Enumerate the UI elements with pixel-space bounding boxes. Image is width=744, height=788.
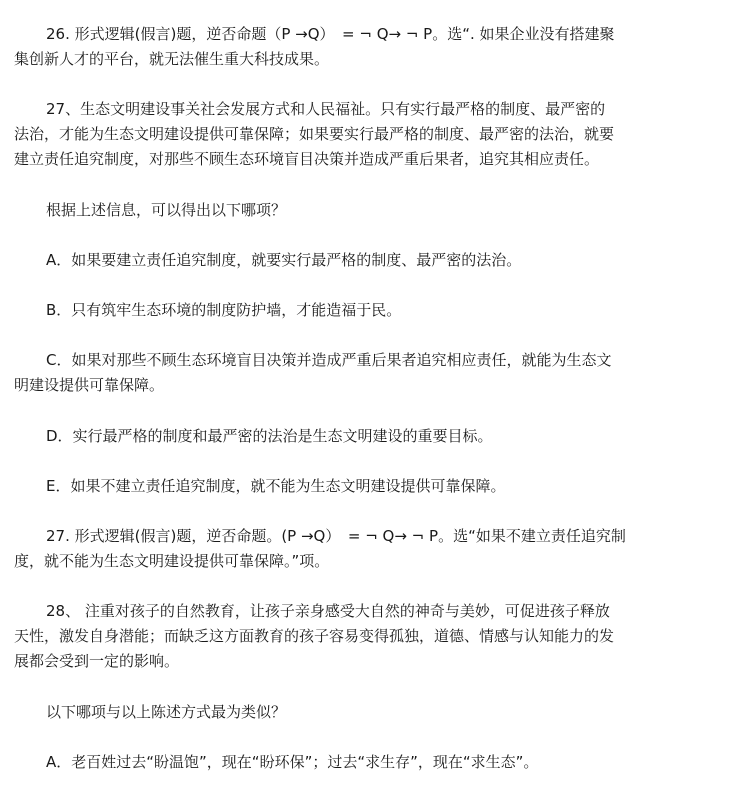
option-27-e: E．如果不建立责任追究制度，就不能为生态文明建设提供可靠保障。	[46, 477, 506, 495]
text-line: 集创新人才的平台，就无法催生重大科技成果。	[14, 50, 330, 68]
answer-26-paragraph	[14, 22, 686, 72]
option-27-b: B．只有筑牢生态环境的制度防护墙，才能造福于民。	[46, 301, 402, 319]
question-27-stem	[14, 97, 686, 172]
text-line: 建立责任追究制度，对那些不顾生态环境盲目决策并造成严重后果者，追究其相应责任。	[14, 150, 600, 168]
text-line: 明建设提供可靠保障。	[14, 376, 165, 394]
question-28-prompt: 以下哪项与以上陈述方式最为类似？	[46, 703, 287, 721]
text-line: 天性，激发自身潜能；而缺乏这方面教育的孩子容易变得孤独，道德、情感与认知能力的发	[14, 627, 615, 645]
text-line: C．如果对那些不顾生态环境盲目决策并造成严重后果者追究相应责任，就能为生态文	[46, 351, 612, 369]
text-line: 度，就不能为生态文明建设提供可靠保障。”项。	[14, 552, 330, 570]
question-28-stem	[14, 599, 686, 674]
option-27-a: A．如果要建立责任追究制度，就要实行最严格的制度、最严密的法治。	[46, 251, 522, 269]
text-line: 26. 形式逻辑(假言)题，逆否命题（P →Q） = ¬ Q→ ¬ P。选“. 如果企业没有搭建聚	[46, 25, 615, 43]
text-line: 28、 注重对孩子的自然教育，让孩子亲身感受大自然的神奇与美妙，可促进孩子释放	[46, 602, 610, 620]
text-line: 展都会受到一定的影响。	[14, 652, 180, 670]
text-line: 27、生态文明建设事关社会发展方式和人民福祉。只有实行最严格的制度、最严密的	[46, 100, 606, 118]
answer-27-paragraph	[14, 524, 686, 574]
option-27-d: D．实行最严格的制度和最严密的法治是生态文明建设的重要目标。	[46, 427, 493, 445]
text-line: 27. 形式逻辑(假言)题，逆否命题。(P →Q） = ¬ Q→ ¬ P。选“如果不建立责任追究制	[46, 527, 626, 545]
text-line: 法治，才能为生态文明建设提供可靠保障；如果要实行最严格的制度、最严密的法治，就要	[14, 125, 615, 143]
option-28-a: A．老百姓过去“盼温饱”，现在“盼环保”；过去“求生存”，现在“求生态”。	[46, 753, 539, 771]
question-27-prompt: 根据上述信息，可以得出以下哪项？	[46, 201, 287, 219]
option-27-c	[14, 348, 686, 398]
